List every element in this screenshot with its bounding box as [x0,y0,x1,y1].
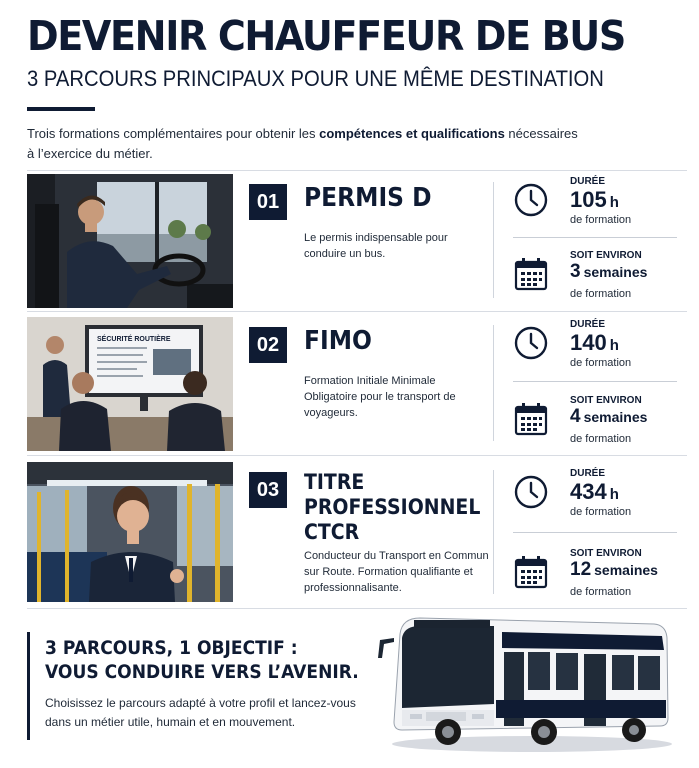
duration-label: DURÉE [570,468,606,479]
stat-divider [513,532,677,533]
weeks-stat [513,393,679,453]
footer-headline: 3 PARCOURS, 1 OBJECTIF : VOUS CONDUIRE VERS L’AVENIR. [45,637,359,683]
duration-subtext: de formation [570,506,632,518]
weeks-label: SOIT ENVIRON [570,548,642,559]
bus-driver-photo [27,174,233,308]
course-title: FIMO [304,326,372,356]
course-number-badge: 01 [249,184,287,220]
duration-subtext: de formation [570,214,632,226]
stat-divider [513,237,677,238]
clock-icon [513,182,549,218]
row-divider [27,170,687,171]
clock-icon [513,474,549,510]
duration-value: 434 h [570,479,619,504]
duration-value: 105 h [570,187,619,212]
course-title: PERMIS D [304,183,432,213]
weeks-subtext: de formation [570,433,632,445]
weeks-label: SOIT ENVIRON [570,250,642,261]
classroom-photo [27,317,233,451]
stat-divider [513,381,677,382]
duration-value: 140 h [570,330,619,355]
weeks-stat [513,248,679,308]
course-title: TITRE PROFESSIONNEL CTCR [304,470,481,544]
footer-text: Choisissez le parcours adapté à votre profil et lancez-vous dans un métier utile, humain et en mouvement. [45,696,356,729]
footer-accent-bar [27,632,30,740]
course-description: Conducteur du Transport en Commun sur Route. Formation qualifiante et professionnalisante. [304,550,489,594]
course-row-fimo [27,317,687,451]
course-description: Formation Initiale Minimale Obligatoire pour le transport de voyageurs. [304,375,456,419]
duration-label: DURÉE [570,176,606,187]
clock-icon [513,325,549,361]
row-divider [27,455,687,456]
calendar-icon [513,401,549,437]
column-divider [493,325,494,441]
weeks-stat [513,546,679,606]
duration-stat [513,466,679,526]
weeks-subtext: de formation [570,288,632,300]
duration-stat [513,174,679,234]
duration-label: DURÉE [570,319,606,330]
page-subtitle: 3 PARCOURS PRINCIPAUX POUR UNE MÊME DESTINATION [27,66,604,91]
course-number-badge: 03 [249,472,287,508]
weeks-value: 12 semaines [570,559,658,580]
page-title: DEVENIR CHAUFFEUR DE BUS [27,12,625,60]
course-description: Le permis indispensable pour conduire un bus. [304,232,448,260]
row-divider [27,608,687,609]
calendar-icon [513,256,549,292]
title-accent-bar [27,107,95,111]
course-number-badge: 02 [249,327,287,363]
weeks-label: SOIT ENVIRON [570,395,642,406]
duration-subtext: de formation [570,357,632,369]
calendar-icon [513,554,549,590]
column-divider [493,470,494,594]
weeks-value: 3 semaines [570,261,648,282]
column-divider [493,182,494,298]
row-divider [27,311,687,312]
duration-stat [513,317,679,377]
weeks-value: 4 semaines [570,406,648,427]
course-row-titre-pro [27,462,687,602]
intro-highlight: compétences et qualifications [319,126,505,141]
course-row-permis-d [27,174,687,308]
intro-text: Trois formations complémentaires pour obtenir les compétences et qualifications nécessaires à l’exercice du métier. [27,126,578,161]
bus-illustration [372,612,672,754]
screen-title: SÉCURITÉ ROUTIÈRE [97,336,171,343]
weeks-subtext: de formation [570,586,632,598]
bus-interior-photo [27,462,233,602]
